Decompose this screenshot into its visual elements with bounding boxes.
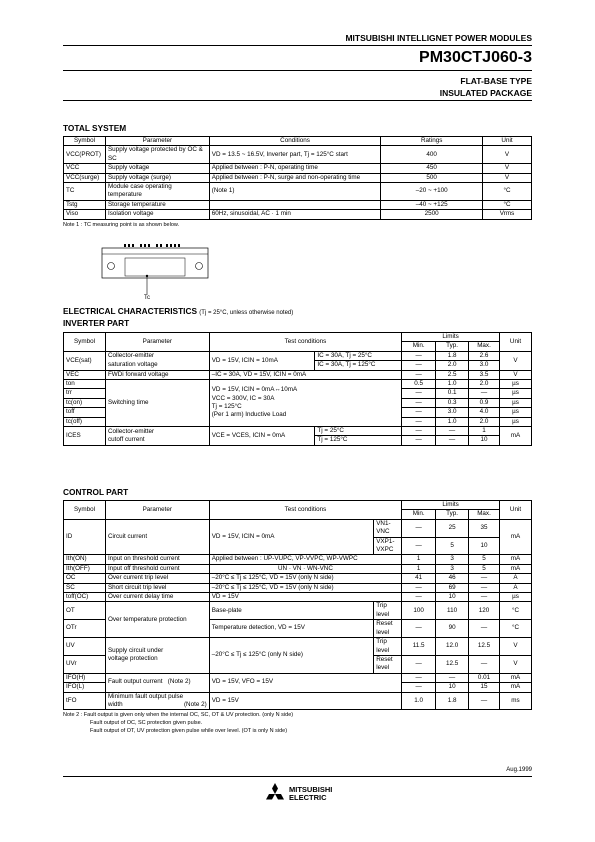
type-line-1: FLAT-BASE TYPE	[460, 76, 532, 86]
unit-cell: °C	[483, 183, 532, 201]
unit-cell: µs	[500, 417, 532, 426]
ctl-col-conditions: Test conditions	[209, 501, 401, 520]
min-cell: —	[402, 417, 436, 426]
unit-cell: ms	[499, 692, 531, 710]
unit-cell: V	[499, 655, 531, 673]
table-row	[64, 427, 532, 436]
mitsubishi-logo	[263, 783, 332, 805]
symbol-cell: tFO	[64, 692, 106, 710]
unit-cell: V	[483, 164, 532, 173]
parameter-cell: Input on threshold current	[105, 555, 209, 564]
inv-col-conditions: Test conditions	[209, 333, 401, 352]
typ-cell: 90	[436, 620, 469, 638]
typ-cell: 25	[436, 519, 469, 537]
condition-cell: VN1-VNC	[374, 519, 402, 537]
typ-cell: 3	[436, 564, 469, 573]
table-row	[64, 602, 532, 620]
note-ref: (Note 2)	[183, 700, 207, 708]
max-cell: 12.5	[469, 638, 500, 656]
min-cell: —	[402, 408, 436, 417]
max-cell: 10	[469, 537, 500, 555]
col-ratings: Ratings	[381, 137, 483, 146]
max-cell: 2.0	[469, 380, 500, 389]
symbol-cell: ID	[64, 519, 106, 555]
col-symbol: Symbol	[64, 137, 106, 146]
unit-cell: µs	[499, 593, 531, 602]
condition-cell: IC = 30A, Tj = 125°C	[315, 361, 402, 370]
max-cell: 1	[469, 427, 500, 436]
min-cell: —	[402, 361, 436, 370]
unit-cell: °C	[483, 200, 532, 209]
max-cell: —	[469, 593, 500, 602]
note-2-line-1: Note 2 : Fault output is given only when the internal OC, SC, OT & UV protection. (only N side)	[63, 712, 294, 718]
table-row	[64, 173, 532, 182]
footer-rule	[63, 776, 532, 777]
note-1: Note 1 : TC measuring point is as shown below.	[63, 222, 180, 228]
three-diamonds-icon	[263, 783, 287, 805]
control-table	[63, 500, 532, 710]
min-cell: —	[402, 537, 436, 555]
symbol-cell: Tstg	[64, 200, 106, 209]
condition-cell: VD = 15V	[209, 692, 401, 710]
type-line-2: INSULATED PACKAGE	[439, 88, 532, 98]
min-cell: 100	[402, 602, 436, 620]
parameter-line: cutoff current	[107, 435, 145, 443]
ctl-col-max: Max.	[469, 510, 500, 519]
typ-cell: 1.0	[436, 380, 469, 389]
unit-cell: V	[500, 370, 532, 379]
max-cell: 120	[469, 602, 500, 620]
condition-line: Tj = 125°C	[211, 403, 242, 411]
rating-cell: –40 ~ +125	[381, 200, 483, 209]
typ-cell: 46	[436, 574, 469, 583]
max-cell: 10	[469, 436, 500, 445]
max-cell: 0.01	[469, 673, 500, 682]
inv-col-min: Min.	[402, 342, 436, 351]
level-cell: Reset level	[374, 655, 402, 673]
min-cell: 0.5	[402, 380, 436, 389]
condition-cell: VD = 15V, ICIN = 0mA	[209, 519, 374, 555]
parameter-cell	[105, 427, 209, 446]
parameter-cell: FWDi forward voltage	[105, 370, 209, 379]
ctl-col-typ: Typ.	[436, 510, 469, 519]
symbol-cell: VCC	[64, 164, 106, 173]
unit-cell: mA	[499, 683, 531, 692]
condition-cell: Temperature detection, VD = 15V	[209, 620, 374, 638]
unit-cell: V	[500, 351, 532, 370]
condition-cell: VXP1-VXPC	[374, 537, 402, 555]
unit-cell: mA	[499, 564, 531, 573]
logo-line-1: MITSUBISHI	[289, 785, 333, 794]
electrical-title	[63, 306, 293, 316]
rating-cell: 500	[381, 173, 483, 182]
symbol-cell: UV	[64, 638, 106, 656]
typ-cell: 110	[436, 602, 469, 620]
condition-cell: Applied between : UP-VUPC, VP-VVPC, WP-VWPC	[209, 555, 401, 564]
min-cell: —	[402, 655, 436, 673]
min-cell: 1	[402, 555, 436, 564]
ctl-col-symbol: Symbol	[64, 501, 106, 520]
symbol-cell: VCC(surge)	[64, 173, 106, 182]
min-cell: 1	[402, 564, 436, 573]
table-row	[64, 146, 532, 164]
parameter-cell: Over current delay time	[105, 593, 209, 602]
min-cell: —	[402, 620, 436, 638]
unit-cell: °C	[499, 620, 531, 638]
col-unit: Unit	[483, 137, 532, 146]
condition-cell: Applied between : P-N, surge and non-operating time	[209, 173, 381, 182]
table-row	[64, 574, 532, 583]
condition-line: (Per 1 arm) Inductive Load	[211, 411, 287, 419]
unit-cell: µs	[500, 398, 532, 407]
min-cell: 41	[402, 574, 436, 583]
max-cell: 5	[469, 564, 500, 573]
condition-cell: –20°C ≤ Tj ≤ 125°C, VD = 15V (only N side)	[209, 574, 401, 583]
unit-cell: A	[499, 583, 531, 592]
inv-col-max: Max.	[469, 342, 500, 351]
level-cell: Trip level	[374, 602, 402, 620]
parameter-cell: Isolation voltage	[105, 210, 209, 219]
col-parameter: Parameter	[105, 137, 209, 146]
typ-cell: 3.0	[436, 408, 469, 417]
symbol-cell: ICES	[64, 427, 106, 446]
typ-cell: 10	[436, 593, 469, 602]
parameter-line: voltage protection	[107, 655, 158, 663]
unit-cell: Vrms	[483, 210, 532, 219]
unit-cell: mA	[499, 519, 531, 555]
max-cell: 0.9	[469, 398, 500, 407]
condition-cell: Base-plate	[209, 602, 374, 620]
parameter-cell: Storage temperature	[105, 200, 209, 209]
max-cell: —	[469, 574, 500, 583]
symbol-cell: IFO(L)	[64, 683, 106, 692]
symbol-cell: IFO(H)	[64, 673, 106, 682]
parameter-cell: Input off threshold current	[105, 564, 209, 573]
max-cell: 35	[469, 519, 500, 537]
table-row	[64, 210, 532, 219]
col-conditions: Conditions	[209, 137, 381, 146]
symbol-cell: tc(off)	[64, 417, 106, 426]
typ-cell: —	[436, 427, 469, 436]
unit-cell: µs	[500, 389, 532, 398]
ctl-col-min: Min.	[402, 510, 436, 519]
table-row	[64, 351, 532, 360]
inverter-table	[63, 332, 532, 446]
symbol-cell: trr	[64, 389, 106, 398]
table-row	[64, 593, 532, 602]
min-cell: —	[402, 398, 436, 407]
condition-cell: IC = 30A, Tj = 25°C	[315, 351, 402, 360]
rating-cell: 450	[381, 164, 483, 173]
rating-cell: –20 ~ +100	[381, 183, 483, 201]
symbol-cell: OC	[64, 574, 106, 583]
max-cell: —	[469, 389, 500, 398]
symbol-cell: ton	[64, 380, 106, 389]
inverter-part-title: INVERTER PART	[63, 318, 130, 328]
typ-cell: 1.8	[436, 692, 469, 710]
min-cell: —	[402, 593, 436, 602]
max-cell: 2.0	[469, 417, 500, 426]
ctl-col-limits: Limits	[402, 501, 500, 510]
typ-cell: 1.8	[436, 351, 469, 360]
symbol-cell: TC	[64, 183, 106, 201]
unit-cell: µs	[500, 408, 532, 417]
condition-cell: VD = 15V	[209, 593, 401, 602]
total-system-table	[63, 136, 532, 220]
parameter-line: Collector-emitter	[107, 352, 155, 360]
rating-cell: 400	[381, 146, 483, 164]
condition-cell: –20°C ≤ Tj ≤ 125°C (only N side)	[209, 638, 374, 674]
max-cell: 15	[469, 683, 500, 692]
max-cell: 4.0	[469, 408, 500, 417]
typ-cell: 10	[436, 683, 469, 692]
table-row	[64, 692, 532, 710]
symbol-cell: toff(OC)	[64, 593, 106, 602]
symbol-cell: OTr	[64, 620, 106, 638]
condition-cell: Applied between : P-N, operating time	[209, 164, 381, 173]
min-cell: —	[402, 673, 436, 682]
table-row	[64, 564, 532, 573]
parameter-cell	[105, 673, 209, 692]
header-rule-2	[63, 70, 532, 71]
table-row	[64, 555, 532, 564]
parameter-cell: Over current trip level	[105, 574, 209, 583]
tc-label: Tc	[144, 295, 150, 301]
unit-cell: mA	[500, 427, 532, 446]
table-row	[64, 380, 532, 389]
symbol-cell: toff	[64, 408, 106, 417]
condition-cell: Tj = 125°C	[315, 436, 402, 445]
typ-cell: 69	[436, 583, 469, 592]
document-date: Aug.1999	[506, 767, 532, 773]
table-row	[64, 370, 532, 379]
parameter-cell: Switching time	[105, 380, 209, 427]
min-cell: —	[402, 427, 436, 436]
brand-line: MITSUBISHI INTELLIGNET POWER MODULES	[345, 33, 532, 43]
parameter-cell: Supply voltage	[105, 164, 209, 173]
typ-cell: 5	[436, 537, 469, 555]
symbol-cell: Ith(OFF)	[64, 564, 106, 573]
header-rule-3	[63, 100, 532, 101]
level-cell: Trip level	[374, 638, 402, 656]
condition-cell: 60Hz, sinusoidal, AC · 1 min	[209, 210, 381, 219]
typ-cell: 2.5	[436, 370, 469, 379]
symbol-cell: tc(on)	[64, 398, 106, 407]
parameter-cell: Over temperature protection	[105, 602, 209, 638]
condition-cell: VD = 15V, VFO = 15V	[209, 673, 401, 692]
table-row	[64, 583, 532, 592]
table-row	[64, 200, 532, 209]
table-row	[64, 673, 532, 682]
inv-col-typ: Typ.	[436, 342, 469, 351]
max-cell: 5	[469, 555, 500, 564]
condition-cell: VCE = VCES, ICIN = 0mA	[209, 427, 315, 446]
parameter-cell	[105, 351, 209, 370]
min-cell: —	[402, 519, 436, 537]
part-number: PM30CTJ060-3	[419, 49, 532, 66]
ctl-col-parameter: Parameter	[105, 501, 209, 520]
condition-line: VCC = 300V, IC = 30A	[211, 394, 275, 402]
parameter-cell: Circuit current	[105, 519, 209, 555]
table-row	[64, 183, 532, 201]
min-cell: —	[402, 583, 436, 592]
unit-cell: mA	[499, 555, 531, 564]
condition-line: VD = 15V, ICIN = 0mA↔10mA	[211, 386, 298, 394]
unit-cell: V	[483, 173, 532, 182]
inv-col-symbol: Symbol	[64, 333, 106, 352]
header-rule	[63, 45, 532, 46]
condition-cell: VD = 13.5 ~ 16.5V, Inverter part, Tj = 125°C start	[209, 146, 381, 164]
parameter-line: Collector-emitter	[107, 427, 155, 435]
inv-col-unit: Unit	[500, 333, 532, 352]
symbol-cell: Viso	[64, 210, 106, 219]
min-cell: —	[402, 351, 436, 360]
min-cell: —	[402, 683, 436, 692]
min-cell: 1.0	[402, 692, 436, 710]
max-cell: —	[469, 620, 500, 638]
control-part-title: CONTROL PART	[63, 487, 129, 497]
rating-cell: 2500	[381, 210, 483, 219]
parameter-cell: Module case operating temperature	[105, 183, 209, 201]
logo-line-2: ELECTRIC	[289, 793, 327, 802]
table-row	[64, 638, 532, 656]
symbol-cell: VCE(sat)	[64, 351, 106, 370]
condition-cell: Tj = 25°C	[315, 427, 402, 436]
symbol-cell: UVr	[64, 655, 106, 673]
typ-cell: 0.3	[436, 398, 469, 407]
condition-cell: VD = 15V, ICIN = 10mA	[209, 351, 315, 370]
symbol-cell: VEC	[64, 370, 106, 379]
condition-cell	[209, 200, 381, 209]
symbol-cell: OT	[64, 602, 106, 620]
note-2-line-2: Fault output of OC, SC protection given pulse.	[90, 720, 203, 726]
min-cell: —	[402, 436, 436, 445]
parameter-cell	[105, 638, 209, 674]
condition-cell: –IC = 30A, VD = 15V, ICIN = 0mA	[209, 370, 401, 379]
max-cell: 3.0	[469, 361, 500, 370]
parameter-text: Fault output current	[107, 678, 163, 686]
unit-cell: A	[499, 574, 531, 583]
note-2-line-3: Fault output of OT, UV protection given pulse while over level. (OT is only N side)	[90, 728, 288, 734]
note-ref: (Note 2)	[167, 678, 191, 686]
typ-cell: 3	[436, 555, 469, 564]
max-cell: —	[469, 655, 500, 673]
typ-cell: —	[436, 436, 469, 445]
condition-cell	[209, 380, 401, 427]
parameter-cell: Short circuit trip level	[105, 583, 209, 592]
table-row	[64, 164, 532, 173]
inv-col-limits: Limits	[402, 333, 500, 342]
condition-cell: (Note 1)	[209, 183, 381, 201]
typ-cell: 0.1	[436, 389, 469, 398]
parameter-cell	[105, 692, 209, 710]
parameter-cell: Supply voltage (surge)	[105, 173, 209, 182]
parameter-line: Supply circuit under	[107, 647, 164, 654]
unit-cell: V	[499, 638, 531, 656]
electrical-title-note: (Tj = 25°C, unless otherwise noted)	[199, 310, 294, 316]
parameter-cell: Supply voltage protected by OC & SC	[105, 146, 209, 164]
unit-cell: µs	[500, 380, 532, 389]
min-cell: —	[402, 389, 436, 398]
typ-cell: —	[436, 673, 469, 682]
max-cell: 2.6	[469, 351, 500, 360]
table-row	[64, 519, 532, 537]
symbol-cell: VCC(PROT)	[64, 146, 106, 164]
typ-cell: 12.5	[436, 655, 469, 673]
max-cell: —	[469, 692, 500, 710]
min-cell: 11.5	[402, 638, 436, 656]
typ-cell: 1.0	[436, 417, 469, 426]
typ-cell: 12.0	[436, 638, 469, 656]
ctl-col-unit: Unit	[499, 501, 531, 520]
inv-col-parameter: Parameter	[105, 333, 209, 352]
parameter-line: Minimum fault output pulse	[107, 692, 184, 700]
typ-cell: 2.0	[436, 361, 469, 370]
symbol-cell: Ith(ON)	[64, 555, 106, 564]
electrical-title-text: ELECTRICAL CHARACTERISTICS	[63, 306, 197, 316]
max-cell: 3.5	[469, 370, 500, 379]
condition-cell: UN · VN · WN-VNC	[209, 564, 401, 573]
unit-cell: °C	[499, 602, 531, 620]
parameter-line: width	[107, 700, 123, 708]
condition-cell: –20°C ≤ Tj ≤ 125°C, VD = 15V (only N side)	[209, 583, 401, 592]
unit-cell: V	[483, 146, 532, 164]
parameter-line: saturation voltage	[107, 360, 158, 368]
level-cell: Reset level	[374, 620, 402, 638]
min-cell: —	[402, 370, 436, 379]
total-system-title: TOTAL SYSTEM	[63, 123, 127, 133]
symbol-cell: SC	[64, 583, 106, 592]
max-cell: —	[469, 583, 500, 592]
unit-cell: mA	[499, 673, 531, 682]
package-outline-drawing	[100, 244, 210, 306]
